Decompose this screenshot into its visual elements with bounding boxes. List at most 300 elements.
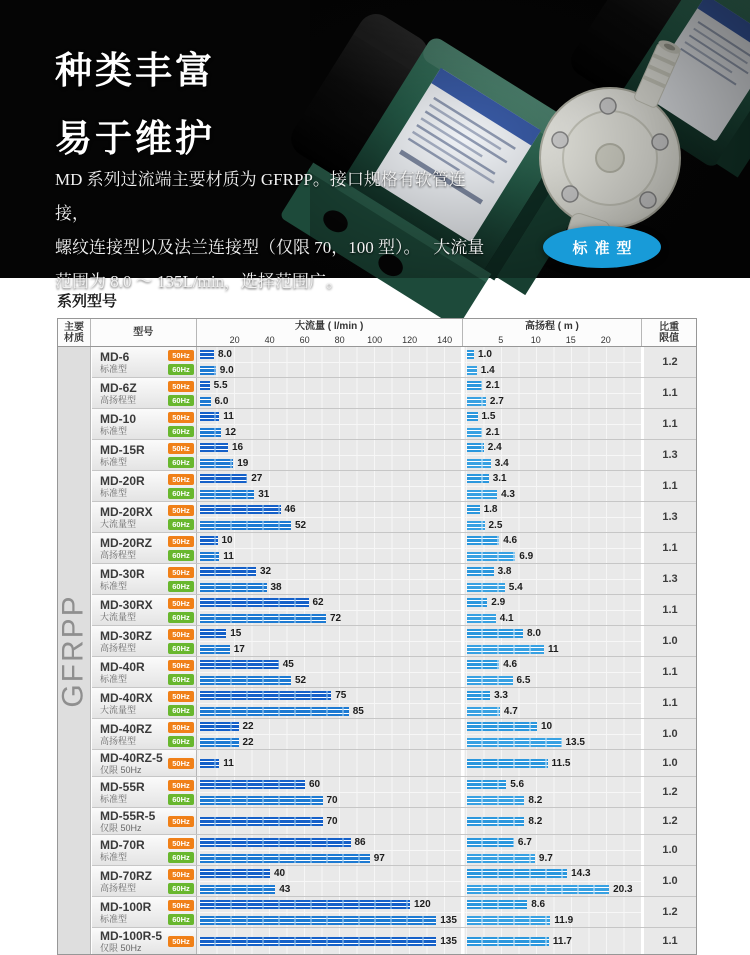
value-bar <box>200 854 370 863</box>
model-group <box>92 347 696 378</box>
bar-value-label: 12 <box>225 426 237 438</box>
model-group <box>92 750 696 777</box>
bar-strip <box>464 548 641 563</box>
bar-strip <box>464 378 641 393</box>
freq-badge-60hz: 60Hz <box>168 364 194 375</box>
bar-value-label: 85 <box>352 705 364 717</box>
model-subtype: 高扬程型 <box>100 736 137 746</box>
bar-strip <box>464 610 641 625</box>
flow-chart-cell <box>197 688 464 718</box>
bar-strip <box>464 881 641 896</box>
value-bar <box>200 583 267 592</box>
bar-value-label: 72 <box>330 612 342 624</box>
bar-strip <box>197 703 461 718</box>
flow-chart-cell <box>197 347 464 377</box>
freq-badge-50hz: 50Hz <box>168 381 194 392</box>
value-bar <box>467 707 500 716</box>
flow-chart-cell <box>197 564 464 594</box>
axis-tick: 10 <box>530 335 541 345</box>
bar-strip <box>464 517 641 532</box>
bar-value-label: 2.7 <box>489 395 504 407</box>
model-group <box>92 378 696 409</box>
bar-strip <box>464 486 641 501</box>
model-subtype: 标准型 <box>100 794 128 804</box>
model-subtype: 仅限 50Hz <box>100 765 142 775</box>
freq-badge-60hz: 60Hz <box>168 674 194 685</box>
freq-badge-60hz: 60Hz <box>168 705 194 716</box>
bar-strip <box>197 362 461 377</box>
bar-value-label: 9.7 <box>538 852 553 864</box>
bar-value-label: 45 <box>282 659 294 670</box>
bar-strip <box>464 455 641 470</box>
bar-value-label: 2.1 <box>485 380 500 391</box>
model-subtype: 大流量型 <box>100 519 137 529</box>
model-cell <box>92 440 197 470</box>
value-bar <box>467 443 484 452</box>
bar-value-label: 11 <box>223 757 234 769</box>
bar-strip <box>464 471 641 486</box>
flow-chart-cell <box>197 502 464 532</box>
model-cell <box>92 626 197 656</box>
bar-strip <box>197 835 461 850</box>
model-cell <box>92 719 197 749</box>
model-subtype: 标准型 <box>100 488 128 498</box>
flow-chart-cell <box>197 835 464 865</box>
bar-value-label: 11.5 <box>551 757 571 769</box>
bar-strip <box>464 934 641 949</box>
gravity-limit-value: 1.1 <box>662 604 678 616</box>
freq-badge-50hz: 50Hz <box>168 474 194 485</box>
freq-badge-50hz: 50Hz <box>168 722 194 733</box>
flow-chart-cell <box>197 777 464 807</box>
model-subtype: 高扬程型 <box>100 883 137 893</box>
bar-strip <box>464 641 641 656</box>
head-chart-cell <box>464 688 644 718</box>
model-group <box>92 777 696 808</box>
head-chart-cell <box>464 440 644 470</box>
gravity-limit-value: 1.0 <box>662 728 678 740</box>
value-bar <box>467 428 482 437</box>
bar-value-label: 22 <box>242 736 254 748</box>
model-subtype: 标准型 <box>100 364 128 374</box>
value-bar <box>467 738 562 747</box>
value-bar <box>200 722 239 731</box>
model-group <box>92 719 696 750</box>
bar-strip <box>197 641 461 656</box>
bar-strip <box>464 688 641 703</box>
freq-badge-60hz: 60Hz <box>168 883 194 894</box>
model-cell <box>92 564 197 594</box>
freq-badge-60hz: 60Hz <box>168 457 194 468</box>
model-group <box>92 471 696 502</box>
model-text <box>100 412 136 436</box>
frequency-badges <box>168 900 194 925</box>
bar-strip <box>464 814 641 829</box>
bar-value-label: 19 <box>237 457 249 469</box>
value-bar <box>200 459 233 468</box>
gravity-limit-value: 1.2 <box>662 815 678 827</box>
model-text <box>100 474 145 498</box>
flow-axis-label: 大流量 ( l/min ) <box>294 321 364 332</box>
flow-chart-cell <box>197 719 464 749</box>
freq-badge-60hz: 60Hz <box>168 488 194 499</box>
gravity-limit-value: 1.1 <box>662 480 678 492</box>
value-bar <box>467 536 499 545</box>
value-bar <box>467 614 496 623</box>
model-cell <box>92 502 197 532</box>
freq-badge-50hz: 50Hz <box>168 758 194 769</box>
bar-value-label: 2.9 <box>491 597 506 608</box>
freq-badge-50hz: 50Hz <box>168 412 194 423</box>
bar-value-label: 11.9 <box>554 914 574 926</box>
model-text <box>100 691 153 715</box>
value-bar <box>467 854 535 863</box>
model-group <box>92 440 696 471</box>
head-chart-cell <box>464 378 644 408</box>
model-group <box>92 688 696 719</box>
bar-value-label: 1.4 <box>480 364 495 376</box>
flow-chart-cell <box>197 657 464 687</box>
value-bar <box>200 474 247 483</box>
bar-strip <box>197 393 461 408</box>
model-text <box>100 929 162 953</box>
value-bar <box>200 490 254 499</box>
gravity-limit-value: 1.0 <box>662 875 678 887</box>
head-chart-cell <box>464 564 644 594</box>
head-chart-cell <box>464 777 644 807</box>
bar-strip <box>464 347 641 362</box>
freq-badge-50hz: 50Hz <box>168 691 194 702</box>
head-chart-cell <box>464 866 644 896</box>
header-material-line1: 主要 <box>63 321 84 333</box>
frequency-badges <box>168 381 194 406</box>
gravity-limit-value: 1.1 <box>662 935 678 947</box>
model-name: MD-70RZ <box>100 869 153 883</box>
material-label: GFRPP <box>57 593 91 708</box>
freq-badge-60hz: 60Hz <box>168 519 194 530</box>
model-groups <box>92 347 696 954</box>
material-column <box>58 347 91 954</box>
head-chart-cell <box>464 750 644 776</box>
bar-value-label: 15 <box>230 628 242 639</box>
head-chart-cell <box>464 897 644 927</box>
bar-value-label: 97 <box>373 852 385 864</box>
model-text <box>100 536 152 560</box>
hero-banner <box>0 0 750 291</box>
frequency-badges <box>168 350 194 375</box>
model-text <box>100 900 151 924</box>
bar-strip <box>197 657 461 672</box>
bar-value-label: 8.2 <box>528 794 543 806</box>
frequency-badges <box>168 505 194 530</box>
freq-badge-50hz: 50Hz <box>168 936 194 947</box>
value-bar <box>467 459 491 468</box>
hero-description-line: MD 系列过流端主要材质为 GFRPP。接口规格有软管连接， <box>55 170 466 223</box>
head-chart-cell <box>464 347 644 377</box>
gravity-limit-value: 1.1 <box>662 666 678 678</box>
model-cell <box>92 835 197 865</box>
bar-strip <box>197 486 461 501</box>
freq-badge-60hz: 60Hz <box>168 426 194 437</box>
bar-value-label: 8.2 <box>528 815 543 827</box>
bar-strip <box>197 792 461 807</box>
model-subtype: 标准型 <box>100 852 128 862</box>
bar-strip <box>197 502 461 517</box>
bar-value-label: 52 <box>295 674 307 686</box>
model-text <box>100 567 145 591</box>
frequency-badges <box>168 629 194 654</box>
value-bar <box>200 838 351 847</box>
model-cell <box>92 378 197 408</box>
bar-strip <box>197 347 461 362</box>
value-bar <box>467 583 505 592</box>
value-bar <box>467 350 474 359</box>
model-cell <box>92 688 197 718</box>
model-group <box>92 808 696 835</box>
model-text <box>100 809 155 833</box>
bar-strip <box>464 912 641 927</box>
value-bar <box>200 552 219 561</box>
model-subtype: 标准型 <box>100 674 128 684</box>
flow-chart-cell <box>197 533 464 563</box>
value-bar <box>467 521 485 530</box>
model-cell <box>92 928 197 954</box>
value-bar <box>467 885 609 894</box>
bar-value-label: 8.0 <box>527 628 541 639</box>
freq-badge-50hz: 50Hz <box>168 869 194 880</box>
model-subtype: 高扬程型 <box>100 395 137 405</box>
model-text <box>100 505 153 529</box>
value-bar <box>200 691 331 700</box>
model-group <box>92 928 696 954</box>
model-cell <box>92 808 197 834</box>
bar-value-label: 135 <box>440 914 457 926</box>
bar-value-label: 11 <box>223 550 234 562</box>
bar-strip <box>197 672 461 687</box>
bar-strip <box>197 424 461 439</box>
model-group <box>92 897 696 928</box>
model-name: MD-20RZ <box>100 536 153 550</box>
freq-badge-60hz: 60Hz <box>168 550 194 561</box>
bar-strip <box>197 866 461 881</box>
standard-type-badge: 标准型 <box>543 226 661 268</box>
value-bar <box>467 381 482 390</box>
bar-strip <box>197 610 461 625</box>
bar-strip <box>464 835 641 850</box>
bar-strip <box>464 719 641 734</box>
bar-strip <box>197 688 461 703</box>
model-text <box>100 443 145 467</box>
head-axis-label: 高扬程 ( m ) <box>525 321 579 332</box>
bar-strip <box>464 533 641 548</box>
header-material <box>58 319 91 346</box>
bar-value-label: 27 <box>251 473 263 484</box>
bar-strip <box>197 378 461 393</box>
value-bar <box>467 474 489 483</box>
model-name: MD-30RX <box>100 598 153 612</box>
model-name: MD-15R <box>100 443 145 457</box>
model-name: MD-20RX <box>100 505 153 519</box>
bar-strip <box>197 777 461 792</box>
value-bar <box>467 412 478 421</box>
frequency-badges <box>168 780 194 805</box>
freq-badge-50hz: 50Hz <box>168 838 194 849</box>
freq-badge-50hz: 50Hz <box>168 536 194 547</box>
freq-badge-50hz: 50Hz <box>168 567 194 578</box>
value-bar <box>200 381 210 390</box>
model-text <box>100 598 153 622</box>
freq-badge-50hz: 50Hz <box>168 443 194 454</box>
value-bar <box>467 366 477 375</box>
bar-value-label: 32 <box>260 566 272 577</box>
model-group <box>92 409 696 440</box>
model-cell <box>92 595 197 625</box>
bar-value-label: 3.4 <box>494 457 509 469</box>
flow-chart-cell <box>197 808 464 834</box>
flow-chart-cell <box>197 409 464 439</box>
axis-tick: 120 <box>402 335 418 345</box>
hero-description-line: 螺纹连接型以及法兰连接型（仅限 70，100 型）。 大流量 <box>55 238 485 257</box>
head-chart-cell <box>464 595 644 625</box>
gravity-limit-value: 1.3 <box>662 511 678 523</box>
value-bar <box>467 817 524 826</box>
gravity-limit-value: 1.3 <box>662 573 678 585</box>
frequency-badges <box>168 474 194 499</box>
model-name: MD-30R <box>100 567 145 581</box>
model-name: MD-100R <box>100 900 152 914</box>
frequency-badges <box>168 443 194 468</box>
freq-badge-60hz: 60Hz <box>168 852 194 863</box>
head-chart-cell <box>464 835 644 865</box>
model-text <box>100 660 145 684</box>
frequency-badges <box>168 722 194 747</box>
model-cell <box>92 471 197 501</box>
gravity-limit-value: 1.0 <box>662 844 678 856</box>
bar-value-label: 3.1 <box>492 473 507 484</box>
freq-badge-50hz: 50Hz <box>168 629 194 640</box>
bar-strip <box>464 866 641 881</box>
model-subtype: 高扬程型 <box>100 643 137 653</box>
model-text <box>100 838 145 862</box>
model-group <box>92 626 696 657</box>
model-text <box>100 751 163 775</box>
bar-value-label: 1.0 <box>478 349 492 360</box>
bar-value-label: 9.0 <box>219 364 234 376</box>
model-text <box>100 722 152 746</box>
bar-value-label: 20.3 <box>613 883 633 895</box>
bar-strip <box>197 934 461 949</box>
bar-strip <box>464 792 641 807</box>
flow-chart-cell <box>197 897 464 927</box>
value-bar <box>200 869 270 878</box>
frequency-badges <box>168 536 194 561</box>
gravity-limit-value: 1.2 <box>662 786 678 798</box>
frequency-badges <box>168 936 194 947</box>
bar-strip <box>464 626 641 641</box>
bar-strip <box>197 756 461 771</box>
bar-value-label: 5.4 <box>508 581 523 593</box>
gravity-limit-value: 1.0 <box>662 757 678 769</box>
model-group <box>92 595 696 626</box>
model-text <box>100 780 145 804</box>
axis-tick: 5 <box>498 335 504 345</box>
header-gravity-line1: 比重 <box>659 321 680 333</box>
value-bar <box>467 916 550 925</box>
freq-badge-60hz: 60Hz <box>168 914 194 925</box>
head-chart-cell <box>464 928 644 954</box>
value-bar <box>200 505 281 514</box>
value-bar <box>200 614 326 623</box>
bar-value-label: 17 <box>233 643 245 655</box>
bar-value-label: 6.0 <box>214 395 229 407</box>
model-group <box>92 564 696 595</box>
bar-value-label: 3.8 <box>497 566 512 577</box>
value-bar <box>467 676 513 685</box>
head-chart-cell <box>464 657 644 687</box>
bar-value-label: 10 <box>541 721 553 732</box>
bar-value-label: 2.5 <box>488 519 503 531</box>
axis-tick: 40 <box>264 335 275 345</box>
bar-strip <box>197 533 461 548</box>
model-cell <box>92 409 197 439</box>
head-chart-cell <box>464 502 644 532</box>
frequency-badges <box>168 412 194 437</box>
model-group <box>92 835 696 866</box>
model-subtype: 大流量型 <box>100 612 137 622</box>
bar-strip <box>464 672 641 687</box>
value-bar <box>467 505 480 514</box>
bar-value-label: 6.9 <box>519 550 534 562</box>
flow-chart-cell <box>197 866 464 896</box>
header-head-axis <box>463 319 642 346</box>
gravity-limit-value: 1.1 <box>662 387 678 399</box>
value-bar <box>200 817 323 826</box>
table-body <box>58 347 696 954</box>
bar-strip <box>464 424 641 439</box>
value-bar <box>200 521 291 530</box>
value-bar <box>200 780 305 789</box>
bar-strip <box>464 595 641 610</box>
value-bar <box>467 490 497 499</box>
bar-strip <box>464 657 641 672</box>
model-name: MD-20R <box>100 474 145 488</box>
bar-strip <box>197 471 461 486</box>
bar-strip <box>464 409 641 424</box>
bar-strip <box>197 719 461 734</box>
bar-value-label: 4.1 <box>499 612 514 624</box>
model-subtype: 标准型 <box>100 914 128 924</box>
bar-value-label: 4.6 <box>503 659 518 670</box>
bar-strip <box>464 564 641 579</box>
value-bar <box>200 428 221 437</box>
bar-value-label: 40 <box>274 868 286 879</box>
bar-value-label: 1.8 <box>483 504 498 515</box>
bar-strip <box>197 548 461 563</box>
model-subtype: 仅限 50Hz <box>100 823 142 833</box>
value-bar <box>467 937 549 946</box>
model-subtype: 标准型 <box>100 581 128 591</box>
head-chart-cell <box>464 719 644 749</box>
bar-value-label: 1.5 <box>481 411 496 422</box>
model-name: MD-55R-5 <box>100 809 156 823</box>
head-chart-cell <box>464 808 644 834</box>
flow-chart-cell <box>197 626 464 656</box>
value-bar <box>200 536 218 545</box>
frequency-badges <box>168 598 194 623</box>
model-name: MD-55R <box>100 780 145 794</box>
freq-badge-50hz: 50Hz <box>168 660 194 671</box>
axis-tick: 80 <box>334 335 345 345</box>
